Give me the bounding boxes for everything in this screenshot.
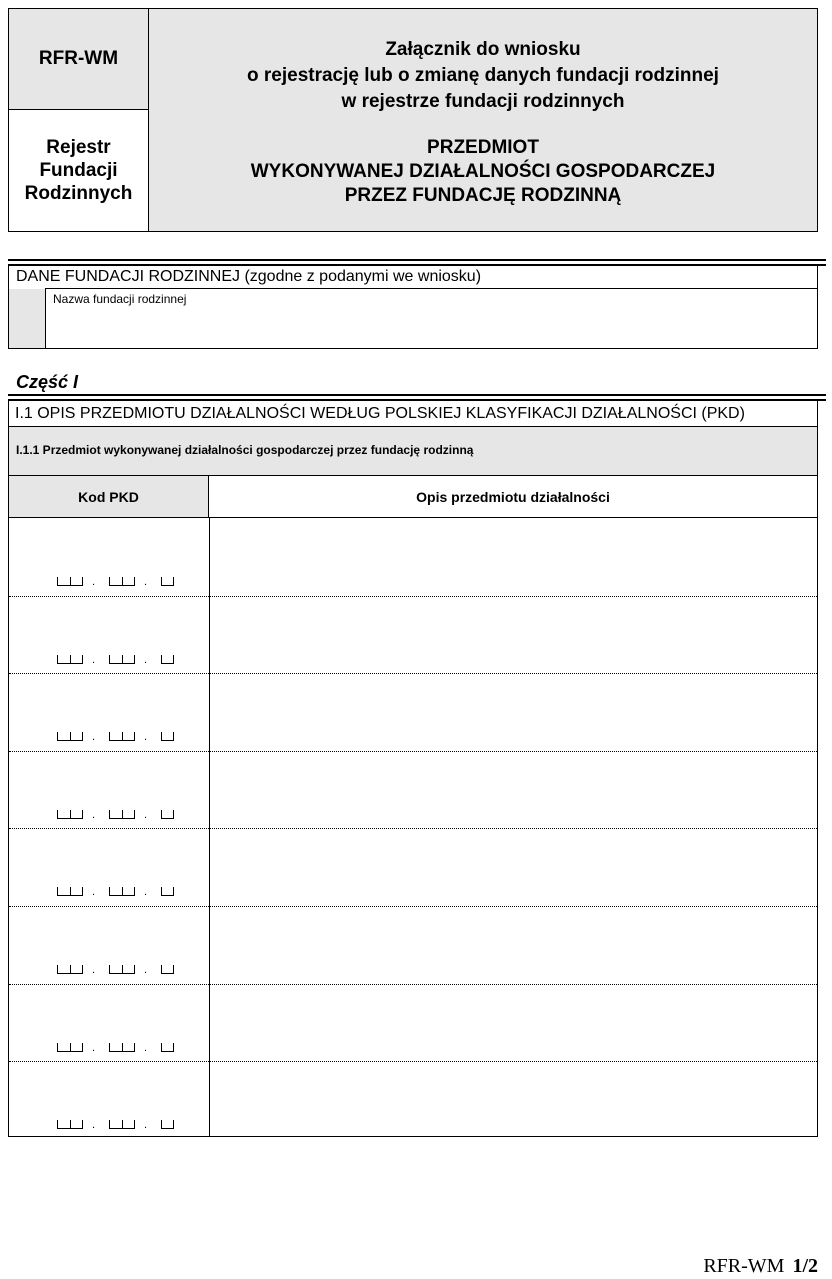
page-number: 1/2	[792, 1255, 818, 1277]
pkd-digit-box	[161, 1120, 174, 1129]
pkd-digit-box	[161, 887, 174, 896]
pkd-digit-box	[57, 810, 70, 819]
pkd-description-cell[interactable]	[210, 673, 817, 751]
pkd-separator-dot: .	[92, 964, 96, 976]
pkd-description-cell[interactable]	[210, 906, 817, 984]
form-code	[9, 9, 149, 110]
pkd-description-cell[interactable]	[210, 828, 817, 906]
registry-line: Rejestr	[46, 137, 111, 158]
pkd-digit-box	[109, 655, 122, 664]
form-title-line: w rejestrze fundacji rodzinnych	[341, 91, 625, 112]
part-title: Część I	[16, 372, 79, 392]
pkd-digit-box	[122, 810, 135, 819]
pkd-digit-box	[109, 1043, 122, 1052]
pkd-digit-box	[57, 887, 70, 896]
form-title-line: o rejestrację lub o zmianę danych fundacji rodzinnej	[247, 65, 719, 86]
pkd-separator-dot: .	[144, 808, 148, 821]
pkd-description-cell[interactable]	[210, 751, 817, 829]
pkd-separator-dot: .	[92, 1119, 96, 1132]
pkd-separator-dot: .	[144, 653, 148, 666]
foundation-name-field[interactable]	[45, 288, 817, 348]
form-subject-line: PRZEZ FUNDACJĘ RODZINNĄ	[344, 185, 622, 206]
pkd-digit-box	[57, 655, 70, 664]
registry-line: Rodzinnych	[24, 183, 133, 204]
column-header-description: Opis przedmiotu działalności	[416, 488, 610, 505]
pkd-digit-box	[122, 1120, 135, 1129]
form-subject-line: WYKONYWANEJ DZIAŁALNOŚCI GOSPODARCZEJ	[250, 161, 716, 182]
form-title-line: Załącznik do wniosku	[385, 39, 581, 60]
pkd-separator-dot: .	[144, 576, 148, 588]
pkd-separator-dot: .	[92, 808, 96, 821]
pkd-digit-box	[70, 655, 83, 664]
pkd-digit-box	[57, 1043, 70, 1052]
pkd-digit-box	[57, 577, 70, 586]
pkd-digit-box	[161, 965, 174, 974]
pkd-table-body	[9, 518, 817, 1136]
pkd-digit-box	[109, 577, 122, 586]
pkd-digit-box	[161, 732, 174, 741]
section-heading: I.1 OPIS PRZEDMIOTU DZIAŁALNOŚCI WEDŁUG POLSKIEJ KLASYFIKACJI DZIAŁALNOŚCI (PKD)	[15, 405, 745, 422]
pkd-digit-box	[122, 577, 135, 586]
pkd-digit-box	[57, 732, 70, 741]
pkd-separator-dot: .	[144, 964, 148, 976]
section-rule	[8, 259, 826, 261]
foundation-name-label: Nazwa fundacji rodzinnej	[53, 292, 187, 306]
pkd-separator-dot: .	[144, 1119, 148, 1132]
header-title-area	[149, 9, 817, 231]
pkd-digit-box	[109, 887, 122, 896]
pkd-separator-dot: .	[92, 1041, 96, 1054]
pkd-section	[8, 401, 818, 1137]
pkd-digit-box	[57, 965, 70, 974]
pkd-digit-box	[161, 577, 174, 586]
pkd-digit-box	[70, 887, 83, 896]
foundation-gutter	[9, 289, 45, 348]
footer-form-code: RFR-WM	[703, 1255, 785, 1277]
pkd-separator-dot: .	[144, 886, 148, 899]
foundation-heading: DANE FUNDACJI RODZINNEJ (zgodne z podanymi we wniosku)	[16, 268, 482, 285]
subsection-bar	[9, 426, 817, 475]
pkd-digit-box	[70, 810, 83, 819]
table-header	[9, 475, 817, 518]
form-subject	[149, 136, 817, 208]
pkd-digit-box	[161, 655, 174, 664]
pkd-separator-dot: .	[92, 576, 96, 588]
registry-line: Fundacji	[39, 160, 118, 181]
pkd-digit-box	[122, 887, 135, 896]
pkd-separator-dot: .	[92, 731, 96, 744]
pkd-digit-box	[70, 965, 83, 974]
pkd-separator-dot: .	[92, 886, 96, 899]
pkd-digit-box	[70, 1043, 83, 1052]
pkd-digit-box	[57, 1120, 70, 1129]
pkd-digit-box	[109, 965, 122, 974]
form-title	[149, 37, 817, 115]
pkd-separator-dot: .	[92, 653, 96, 666]
pkd-digit-box	[70, 577, 83, 586]
pkd-digit-box	[109, 810, 122, 819]
pkd-digit-box	[122, 655, 135, 664]
pkd-digit-box	[70, 732, 83, 741]
pkd-digit-box	[122, 965, 135, 974]
pkd-digit-box	[122, 1043, 135, 1052]
form-subject-line: PRZEDMIOT	[427, 137, 539, 158]
subsection-heading: I.1.1 Przedmiot wykonywanej działalności gospodarczej przez fundację rodzinną	[16, 443, 474, 457]
foundation-section	[8, 265, 818, 349]
pkd-digit-box	[161, 810, 174, 819]
section-rule	[8, 394, 826, 396]
pkd-description-cell[interactable]	[210, 518, 817, 596]
pkd-digit-box	[109, 732, 122, 741]
pkd-description-cell[interactable]	[210, 1061, 817, 1139]
pkd-description-cell[interactable]	[210, 596, 817, 674]
column-header-code: Kod PKD	[9, 476, 209, 517]
page-footer	[703, 1255, 818, 1278]
registry-name	[9, 110, 149, 231]
pkd-digit-box	[122, 732, 135, 741]
pkd-digit-box	[70, 1120, 83, 1129]
pkd-description-cell[interactable]	[210, 984, 817, 1062]
form-header	[8, 8, 818, 232]
pkd-separator-dot: .	[144, 1041, 148, 1054]
pkd-separator-dot: .	[144, 731, 148, 744]
pkd-digit-box	[109, 1120, 122, 1129]
form-code-text: RFR-WM	[38, 48, 119, 69]
pkd-digit-box	[161, 1043, 174, 1052]
